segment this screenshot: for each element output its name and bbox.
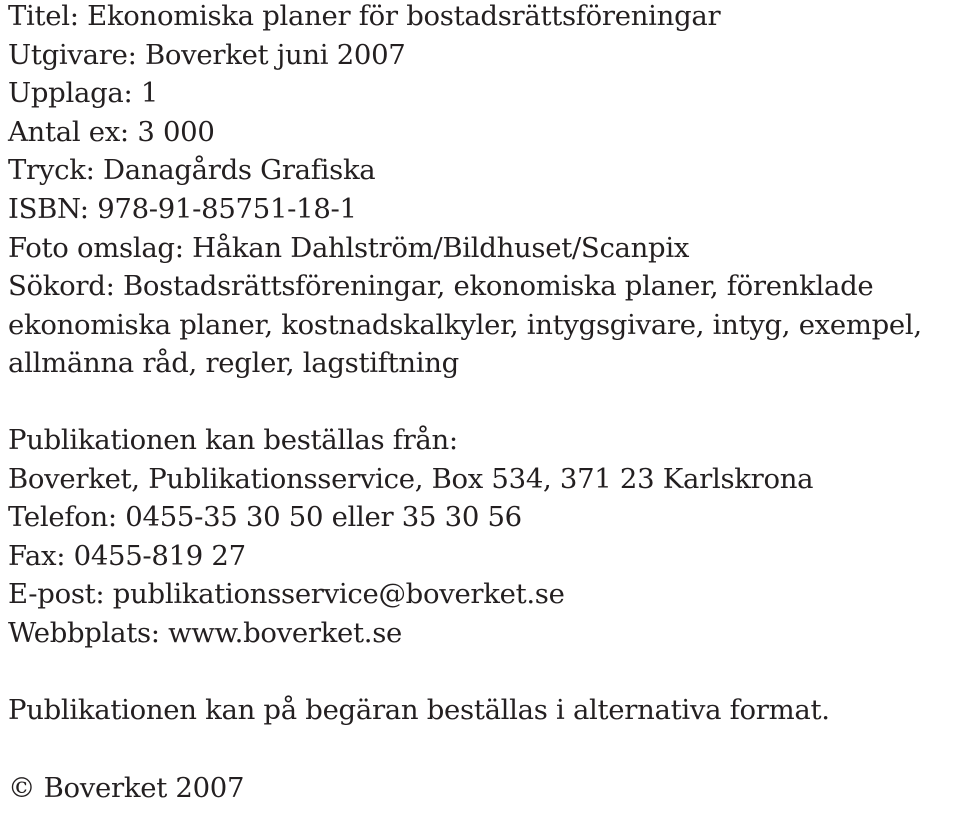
phone-line: Telefon: 0455-35 30 50 eller 35 30 56 [8, 501, 522, 534]
ordering-info [8, 421, 958, 653]
ordering-heading: Publikationen kan beställas från: [8, 423, 458, 456]
spacer [8, 383, 958, 421]
keywords-line-1: Sökord: Bostadsrättsföreningar, ekonomiska planer, förenklade [8, 270, 874, 303]
keywords-line-2: ekonomiska planer, kostnadskalkyler, intygsgivare, intyg, exempel, [8, 308, 922, 341]
website-line: Webbplats: www.boverket.se [8, 616, 402, 649]
cover-photo-line: Foto omslag: Håkan Dahlström/Bildhuset/Scanpix [8, 231, 690, 264]
printer-line: Tryck: Danagårds Grafiska [8, 154, 376, 187]
email-line: E-post: publikationsservice@boverket.se [8, 578, 565, 611]
publisher-line: Utgivare: Boverket juni 2007 [8, 38, 406, 71]
publication-details [8, 0, 958, 383]
fax-line: Fax: 0455-819 27 [8, 539, 246, 572]
postal-address: Boverket, Publikationsservice, Box 534, 371 23 Karlskrona [8, 462, 814, 495]
isbn-line: ISBN: 978-91-85751-18-1 [8, 192, 357, 225]
alternative-formats-note: Publikationen kan på begäran beställas i alternativa format. [8, 693, 830, 726]
copyright-notice: © Boverket 2007 [8, 772, 245, 805]
copies-line: Antal ex: 3 000 [8, 115, 215, 148]
edition-line: Upplaga: 1 [8, 77, 159, 110]
title-line: Titel: Ekonomiska planer för bostadsrättsföreningar [8, 0, 721, 32]
keywords-line-3: allmänna råd, regler, lagstiftning [8, 347, 459, 380]
colophon-page [8, 0, 958, 808]
spacer [8, 653, 958, 691]
spacer [8, 729, 958, 769]
